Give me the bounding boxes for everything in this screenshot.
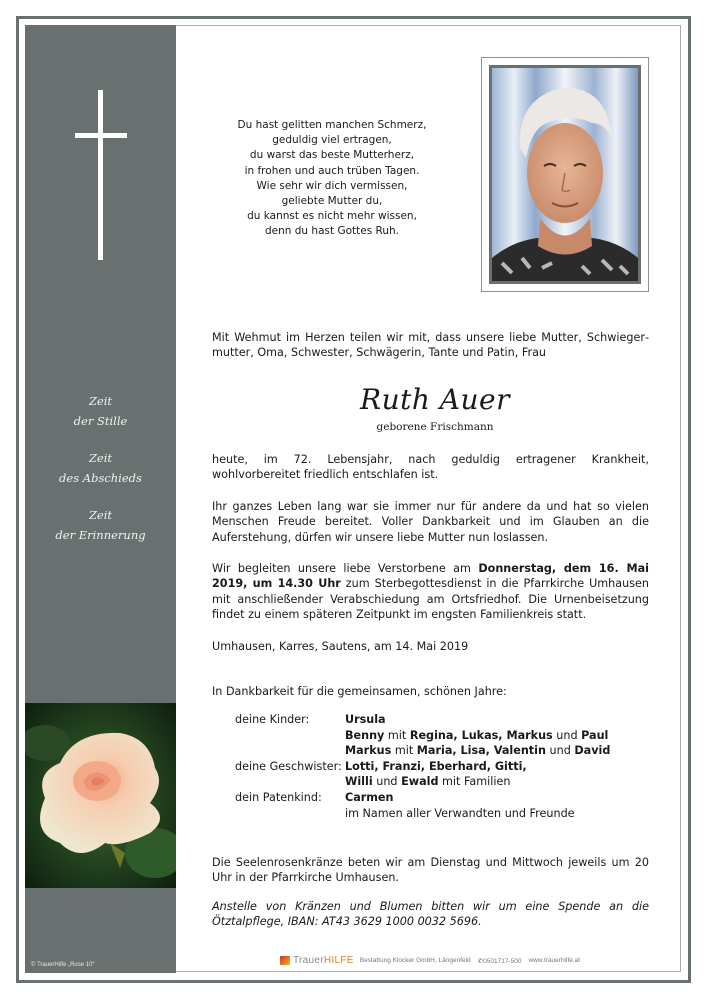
poem-line: geliebte Mutter du, [281, 195, 383, 208]
family-member-name: Carmen [345, 790, 394, 804]
motto-line: Zeit [88, 394, 113, 408]
deceased-name: Ruth Auer [359, 383, 510, 416]
family-list [235, 712, 610, 821]
motto-line: der Stille [73, 414, 128, 428]
family-member-name: Paul [581, 728, 609, 742]
life-tribute: Ihr ganzes Leben lang war sie immer nur für andere da und hat so vielen Menschen Freude bereitet. Voller Dankbarkeit und im Glauben an die Auferstehung, dürfen wir unsere liebe Mutter nun loslassen. [212, 500, 649, 544]
family-connector-text: mit [384, 728, 410, 742]
place-date: Umhausen, Karres, Sautens, am 14. Mai 2019 [212, 640, 469, 653]
funeral-rest: zum Sterbegottesdienst in die Pfarrkirche Umhausen mit anschließender Verabschiedung am Ortsfriedhof. Die Urnenbeisetzung findet zu einem späteren Zeitpunkt im engsten Familienkreis statt. [212, 577, 649, 622]
portrait-frame [481, 57, 649, 292]
funeral-intro: Wir begleiten unsere liebe Verstorbene am [212, 562, 471, 575]
family-row [235, 774, 610, 790]
family-row [235, 806, 610, 822]
family-row [235, 712, 610, 728]
family-connector-text: und [545, 744, 575, 758]
rosary-notice: Die Seelenrosenkränze beten wir am Dienstag und Mittwoch jeweils um 20 Uhr in der Pfarrkirche Umhausen. [212, 856, 649, 885]
family-row [235, 790, 610, 806]
family-connector-text: im Namen aller Verwandten und Freunde [345, 806, 575, 820]
rose-image [25, 703, 176, 888]
motto-3 [25, 505, 176, 545]
family-member-name: Ursula [345, 713, 386, 726]
family-member-name: Ewald [401, 775, 439, 789]
logo-text: Trauer [293, 955, 324, 966]
maiden-name: geborene Frischmann [376, 421, 494, 433]
company-name: Bestattung Klocker GmbH, Längenfeld [359, 957, 471, 964]
poem-line: du warst das beste Mutterherz, [249, 149, 415, 162]
family-member-name: Markus [345, 744, 392, 758]
logo-text-accent: HILFE [323, 955, 354, 966]
family-names [345, 806, 575, 822]
family-label: dein Patenkind: [235, 790, 322, 804]
trauerhilfe-logo-icon [280, 956, 290, 965]
poem-line: geduldig viel ertragen, [272, 134, 392, 147]
family-row [235, 728, 610, 744]
family-names [345, 743, 610, 759]
footer [280, 955, 580, 966]
family-row [235, 759, 610, 775]
family-connector-text: mit Familien [438, 775, 511, 789]
family-names [345, 728, 608, 744]
motto-line: der Erinnerung [55, 528, 146, 542]
sidebar [25, 25, 176, 973]
family-label: deine Kinder: [235, 713, 310, 726]
family-member-name: Willi [345, 775, 373, 789]
motto-line: Zeit [88, 508, 113, 522]
family-row [235, 743, 610, 759]
poem-line: Wie sehr wir dich vermissen, [256, 179, 408, 192]
funeral-date: Donnerstag, dem 16. Mai 2019, um 14.30 Uhr [212, 562, 649, 591]
family-connector-text: mit [391, 744, 417, 758]
poem-line: denn du hast Gottes Ruh. [265, 225, 399, 238]
family-connector-text: und [552, 728, 582, 742]
poem-line: in frohen und auch trüben Tagen. [244, 164, 420, 177]
funeral-details [212, 561, 649, 623]
poem-line: du kannst es nicht mehr wissen, [247, 210, 417, 223]
family-member-name: Maria, Lisa, Valentin [416, 744, 546, 758]
family-member-name: Benny [345, 728, 385, 742]
website-link[interactable]: www.trauerhilfe.at [528, 957, 581, 964]
thanks-line: In Dankbarkeit für die gemeinsamen, schönen Jahre: [212, 685, 507, 698]
family-connector-text: und [372, 775, 402, 789]
family-names [345, 774, 510, 790]
cross-icon [98, 90, 103, 260]
portrait-photo [489, 65, 641, 284]
announcement-intro: Mit Wehmut im Herzen teilen wir mit, dass unsere liebe Mutter, Schwiegermutter, Oma, Schwester, Schwägerin, Tante und Patin, Frau [212, 331, 649, 360]
phone-number: ✆0501717-500 [477, 957, 522, 965]
family-member-name: Regina, Lukas, Markus [409, 728, 553, 742]
death-notice: heute, im 72. Lebensjahr, nach geduldig ertragener Krankheit, wohlvorbereitet friedlich entschlafen ist. [212, 453, 649, 482]
motto-line: des Abschieds [59, 471, 142, 485]
family-member-name: Lotti, Franzi, Eberhard, Gitti, [345, 759, 527, 773]
motto-1 [25, 391, 176, 431]
motto-2 [25, 448, 176, 488]
family-names [345, 759, 527, 775]
poem [222, 118, 442, 240]
family-member-name: David [574, 744, 611, 758]
cross-icon-bar [75, 133, 127, 138]
family-names [345, 712, 386, 728]
image-copyright: © TrauerHilfe „Rose 10“ [31, 962, 95, 968]
motto-line: Zeit [88, 451, 113, 465]
family-label: deine Geschwister: [235, 759, 342, 773]
poem-line: Du hast gelitten manchen Schmerz, [237, 119, 427, 131]
donation-notice: Anstelle von Kränzen und Blumen bitten wir um eine Spende an die Ötztalpflege, IBAN: AT43 3629 1000 0032 5696. [212, 900, 649, 929]
family-names [345, 790, 394, 806]
